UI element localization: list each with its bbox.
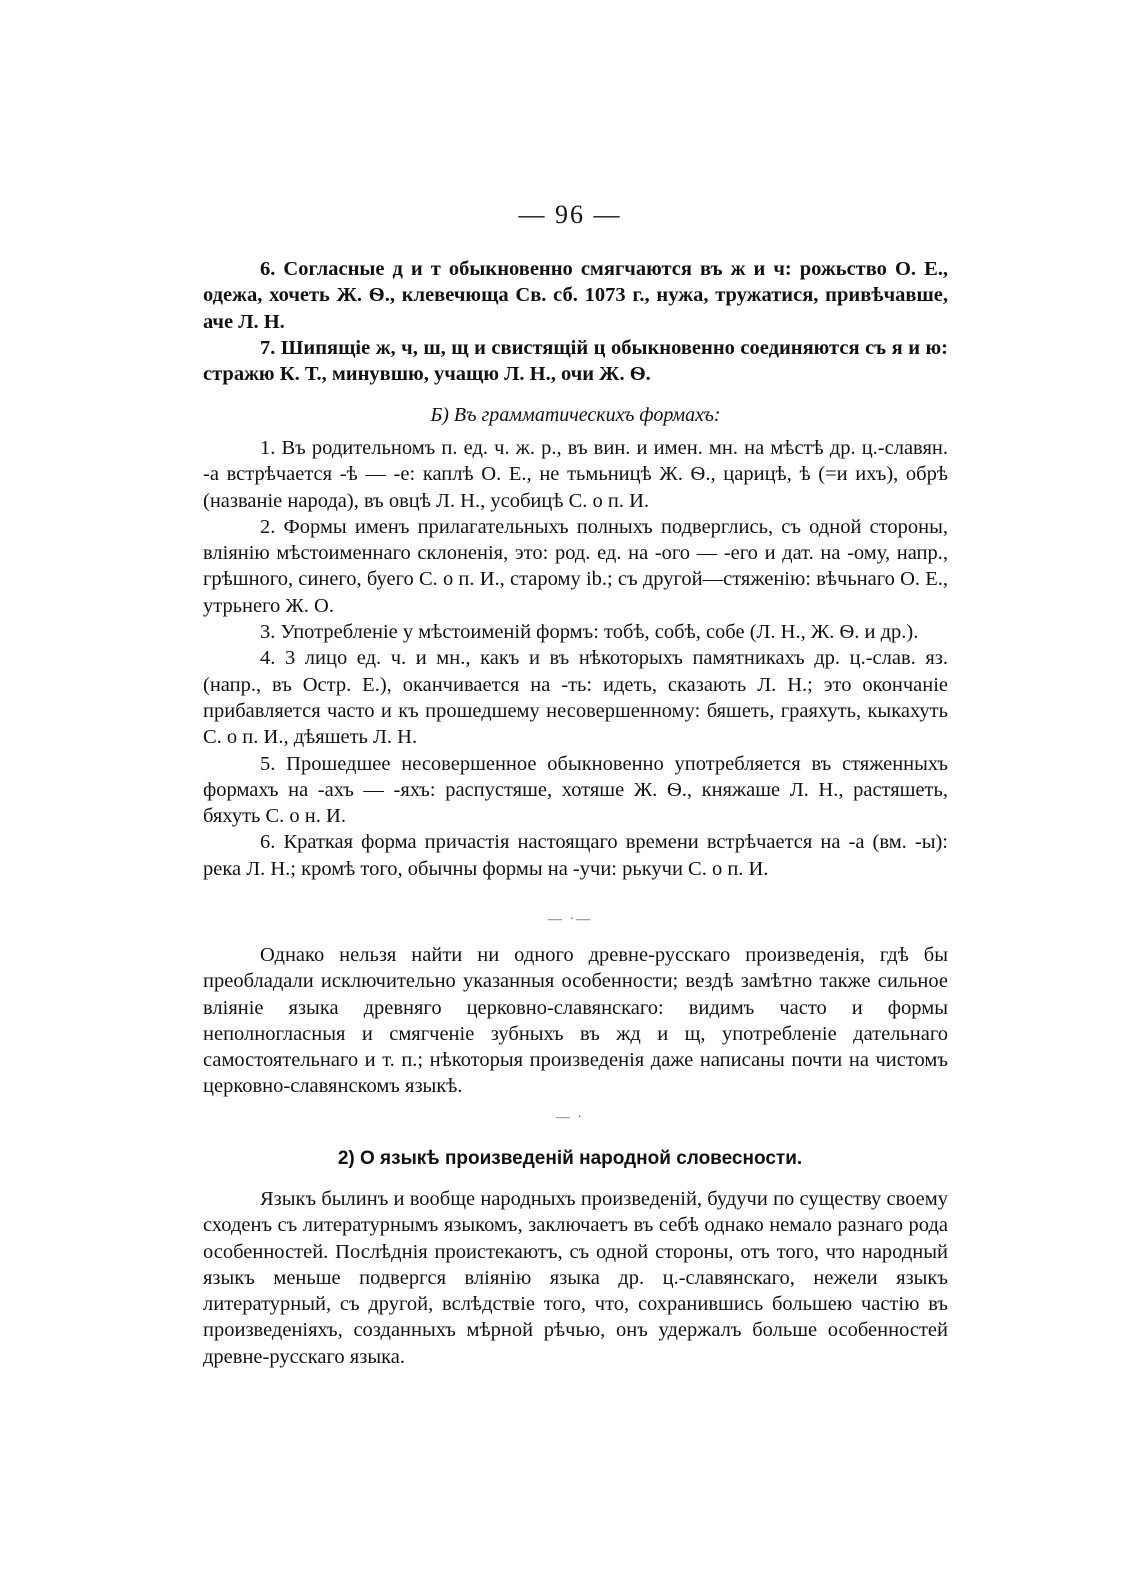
separator-2: — · xyxy=(555,1110,585,1125)
paragraph-b2: 2. Формы именъ прилагательныхъ полныхъ подверглись, съ одной стороны, вліянію мѣстоименнаго склоненія, это: род. ед. на -ого — -его и дат. на -ому, напр., грѣшного, синего, буего С. о п. И., старому іb.; съ другой—стяженію: вѣчьнаго О. Е., утрьнего Ж. О. xyxy=(203,515,948,617)
section-d xyxy=(203,1186,948,1370)
separator-1: — ·— xyxy=(547,912,593,927)
paragraph-b1: 1. Въ родительномъ п. ед. ч. ж. р., въ вин. и имен. мн. на мѣстѣ др. ц.-славян. -а встрѣчается -ѣ — -е: каплѣ О. Е., не тьмьницѣ Ж. Ѳ., царицѣ, ѣ (=и ихъ), обрѣ (названіе народа), въ овцѣ Л. Н., усобицѣ С. о п. И. xyxy=(203,437,948,512)
subheading-grammatical-forms: Б) Въ грамматическихъ формахъ: xyxy=(430,404,721,426)
paragraph-b3: 3. Употребленіе у мѣстоименій формъ: тобѣ, собѣ, собе (Л. Н., Ж. Ѳ. и др.). xyxy=(260,621,919,644)
paragraph-b5: 5. Прошедшее несовершенное обыкновенно употребляется въ стяженныхъ формахъ на -ахъ — -яхъ: распустяше, хотяше Ж. Ѳ., княжаше Л. Н., растяшеть, бяхуть С. о н. И. xyxy=(203,752,948,828)
paragraph-d: Языкъ былинъ и вообще народныхъ произведеній, будучи по существу своему сходенъ съ литературнымъ языкомъ, заключаетъ въ себѣ однако немало разнаго рода особенностей. Послѣднія проистекаютъ, съ одной стороны, отъ того, что народный языкъ меньше подвергся вліянію языка др. ц.-славянскаго, нежели языкъ литературный, съ другой, вслѣдствіе того, что, сохранившись большею частію въ произведеніяхъ, созданныхъ мѣрной рѣчью, онъ удержалъ больше особенностей древне-русскаго языка. xyxy=(203,1188,948,1368)
section-a-consonants xyxy=(203,256,948,387)
paragraph-c: Однако нельзя найти ни одного древне-русскаго произведенія, гдѣ бы преобладали исключительно указанныя особенности; вездѣ замѣтно также сильное вліяніе языка древняго церковно-славянскаго: видимъ часто и формы неполногласныя и смягченіе зубныхъ въ жд и щ, употребленіе дательнаго самостоятельнаго и т. п.; нѣкоторыя произведенія даже написаны почти на чистомъ церковно-славянскомъ языкѣ. xyxy=(203,944,948,1098)
page-number: — 96 — xyxy=(518,200,622,229)
paragraph-a1: 6. Согласные д и т обыкновенно смягчаются въ ж и ч: рожьство О. Е., одежа, хочеть Ж. Ѳ., клевечюща Св. сб. 1073 г., нужа, тружатися, привѣчавше, аче Л. Н. xyxy=(203,258,948,333)
paragraph-b4: 4. 3 лицо ед. ч. и мн., какъ и въ нѣкоторыхъ памятникахъ др. ц.-слав. яз. (напр., въ Остр. Е.), оканчивается на -ть: идеть, сказають Л. Н.; это окончаніе прибавляется часто и къ прошедшему несовершенному: бяшеть, граяхуть, кыкахуть С. о п. И., дѣяшеть Л. Н. xyxy=(203,647,948,749)
section-c xyxy=(203,942,948,1100)
paragraph-b6: 6. Краткая форма причастія настоящаго времени встрѣчается на -а (вм. -ы): река Л. Н.; кромѣ того, обычны формы на -учи: рькучи С. о п. И. xyxy=(203,831,948,880)
section-title: 2) О языкѣ произведеній народной словесности. xyxy=(337,1148,803,1169)
section-b-grammar xyxy=(203,402,948,882)
paragraph-a2: 7. Шипящіе ж, ч, ш, щ и свистящій ц обыкновенно соединяются съ я и ю: стражю К. Т., минувшю, учащю Л. Н., очи Ж. Ѳ. xyxy=(203,336,948,386)
